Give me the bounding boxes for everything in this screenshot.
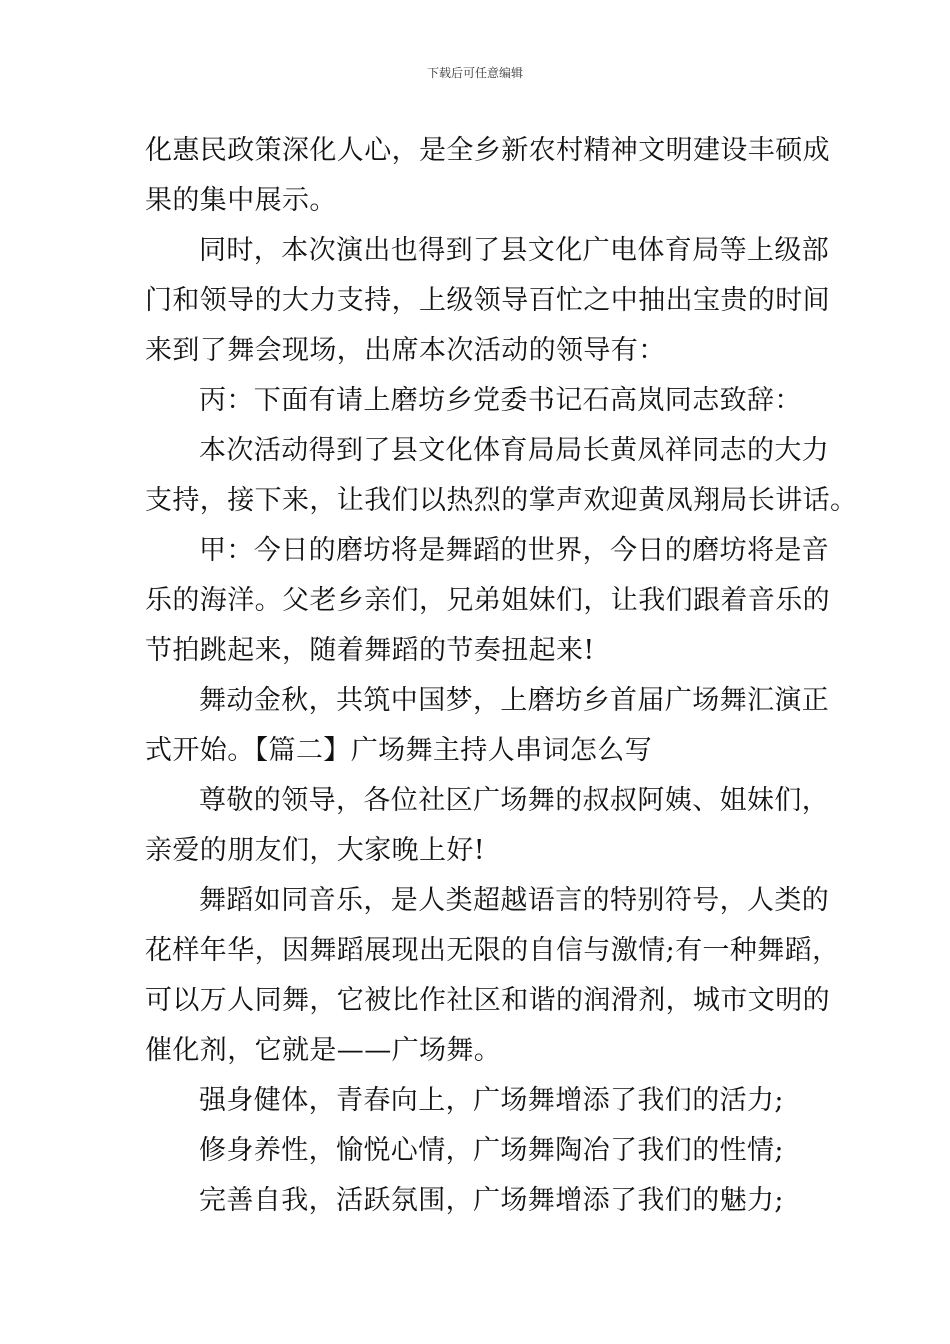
text-line: 丙：下面有请上磨坊乡党委书记石高岚同志致辞： — [199, 385, 802, 416]
text-line: 舞蹈如同音乐，是人类超越语言的特别符号，人类的 — [199, 885, 830, 916]
text-line: 果的集中展示。 — [145, 185, 337, 216]
text-line: 支持，接下来，让我们以热烈的掌声欢迎黄凤翔局长讲话。 — [145, 485, 858, 516]
text-line: 甲：今日的磨坊将是舞蹈的世界，今日的磨坊将是音 — [199, 535, 830, 566]
text-line: 花样年华，因舞蹈展现出无限的自信与激情;有一种舞蹈， — [145, 935, 840, 966]
text-line: 同时，本次演出也得到了县文化广电体育局等上级部 — [199, 235, 830, 266]
page-header: 下载后可任意编辑 — [426, 66, 523, 80]
text-line: 本次活动得到了县文化体育局局长黄凤祥同志的大力 — [199, 435, 830, 466]
text-line: 亲爱的朋友们，大家晚上好! — [145, 835, 486, 866]
text-line: 完善自我，活跃氛围，广场舞增添了我们的魅力; — [199, 1185, 784, 1216]
text-line: 修身养性，愉悦心情，广场舞陶冶了我们的性情; — [199, 1135, 784, 1166]
text-line: 舞动金秋，共筑中国梦，上磨坊乡首届广场舞汇演正 — [199, 685, 830, 716]
text-line: 化惠民政策深化人心，是全乡新农村精神文明建设丰硕成 — [145, 135, 830, 166]
text-line: 乐的海洋。父老乡亲们，兄弟姐妹们，让我们跟着音乐的 — [145, 585, 830, 616]
text-line: 可以万人同舞，它被比作社区和谐的润滑剂，城市文明的 — [145, 985, 830, 1016]
document-body — [145, 126, 858, 1226]
text-line: 门和领导的大力支持，上级领导百忙之中抽出宝贵的时间 — [145, 285, 830, 316]
text-line: 式开始。【篇二】广场舞主持人串词怎么写 — [145, 735, 653, 766]
text-line: 节拍跳起来，随着舞蹈的节奏扭起来! — [145, 635, 595, 666]
text-line: 强身健体，青春向上，广场舞增添了我们的活力; — [199, 1085, 784, 1116]
text-line: 尊敬的领导，各位社区广场舞的叔叔阿姨、姐妹们， — [199, 785, 830, 816]
text-line: 催化剂，它就是——广场舞。 — [145, 1035, 502, 1066]
text-line: 来到了舞会现场，出席本次活动的领导有： — [145, 335, 666, 366]
